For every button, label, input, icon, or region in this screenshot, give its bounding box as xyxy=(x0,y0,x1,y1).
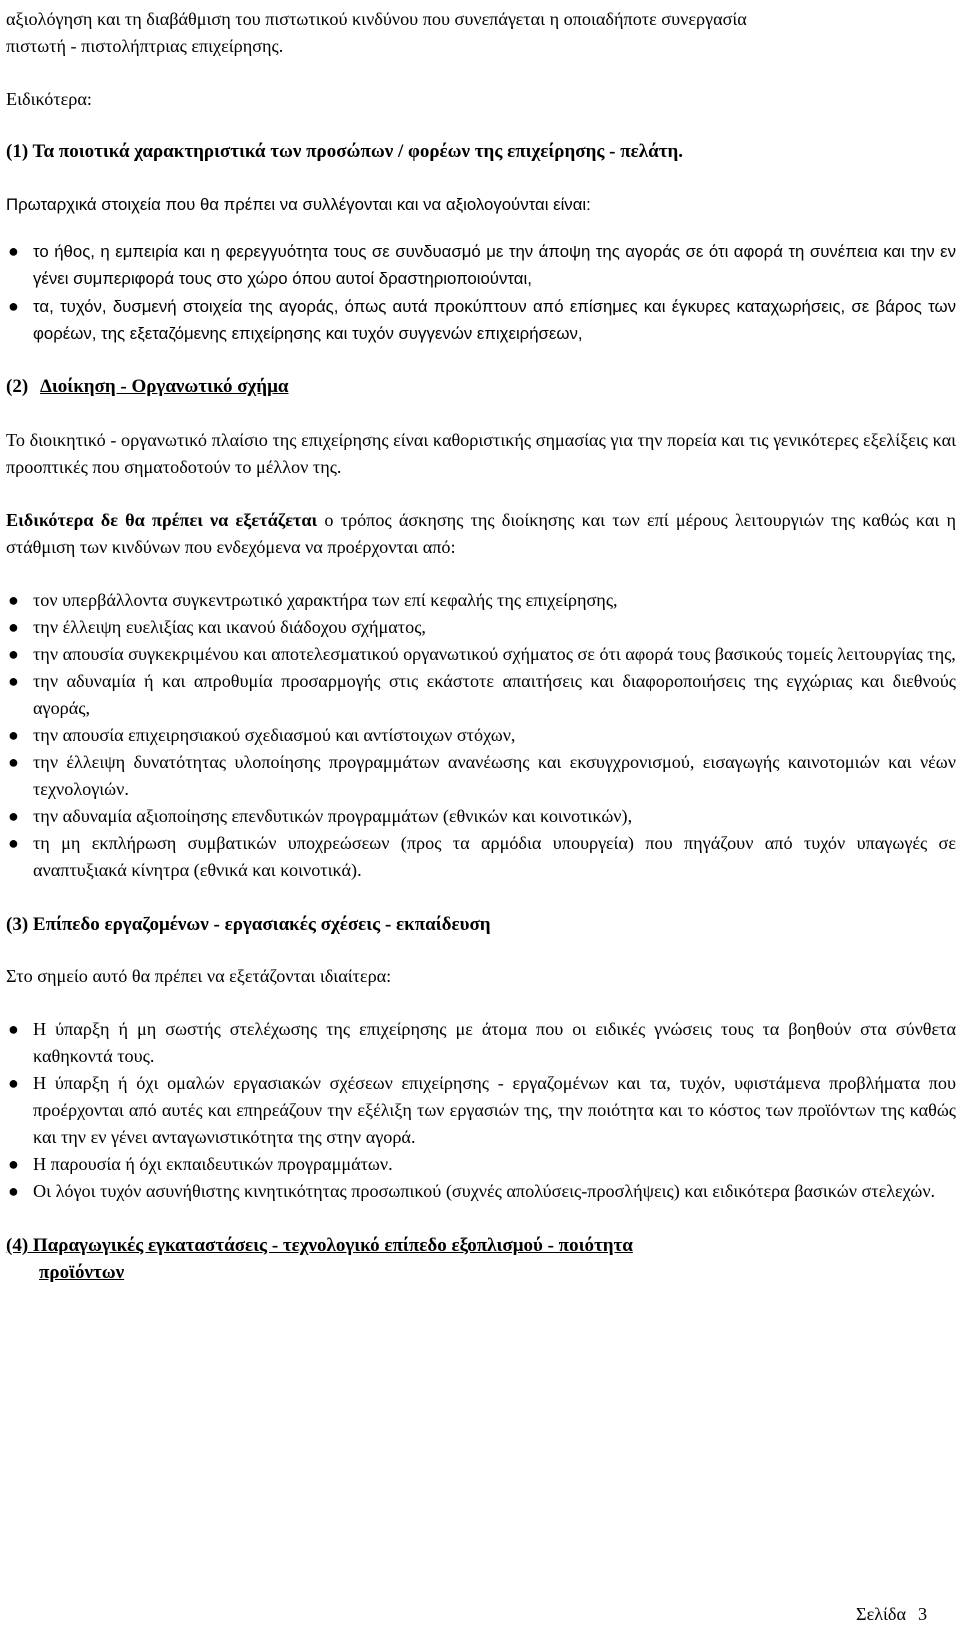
section-3-lead: Στο σημείο αυτό θα πρέπει να εξετάζονται ιδιαίτερα: xyxy=(6,966,392,986)
list-item: ● την αδυναμία αξιοποίησης επενδυτικών προγραμμάτων (εθνικών και κοινοτικών), xyxy=(6,803,956,830)
list-item: ● Η ύπαρξη ή μη σωστής στελέχωσης της επιχείρησης με άτομα που οι ειδικές γνώσεις τους τα βοηθούν στα σύνθετα καθηκοντά τους. xyxy=(6,1016,956,1070)
bullet-icon: ● xyxy=(8,1073,19,1093)
section-1-heading: (1) Τα ποιοτικά χαρακτηριστικά των προσώπων / φορέων της επιχείρησης - πελάτη. xyxy=(6,141,683,162)
bullet-icon: ● xyxy=(8,1154,19,1174)
bullet-icon: ● xyxy=(8,671,19,691)
section-2-heading xyxy=(6,373,956,400)
list-item: ● την αδυναμία ή και απροθυμία προσαρμογής στις εκάστοτε απαιτήσεις και διαφοροποιήσεις της εγχώριας και διεθνούς αγοράς, xyxy=(6,668,956,722)
bullet-icon: ● xyxy=(8,241,19,261)
page-number: 3 xyxy=(918,1604,928,1624)
bullet-icon: ● xyxy=(8,644,19,664)
bullet-icon: ● xyxy=(8,296,19,316)
section-2-paragraph-1: Το διοικητικό - οργανωτικό πλαίσιο της επιχείρησης είναι καθοριστικής σημασίας για την πορεία και τις γενικότερες εξελίξεις και προοπτικές που σηματοδοτούν το μέλλον της. xyxy=(6,430,956,477)
section-1-list xyxy=(6,238,956,347)
list-item: ● Οι λόγοι τυχόν ασυνήθιστης κινητικότητας προσωπικού (συχνές απολύσεις-προσλήψεις) και ειδικότερα βασικών στελεχών. xyxy=(6,1178,956,1205)
page-label: Σελίδα xyxy=(856,1604,907,1624)
section-2-list xyxy=(6,587,956,884)
bullet-icon: ● xyxy=(8,590,19,610)
list-item: ● την απουσία συγκεκριμένου και αποτελεσματικού οργανωτικού σχήματος σε ότι αφορά τους βασικούς τομείς λειτουργίας της, xyxy=(6,641,956,668)
section-1-lead: Πρωταρχικά στοιχεία που θα πρέπει να συλλέγονται και να αξιολογούνται είναι: xyxy=(6,195,591,214)
intro-line-2: πιστωτή - πιστολήπτριας επιχείρησης. xyxy=(6,36,284,56)
bullet-icon: ● xyxy=(8,725,19,745)
intro-line-1: αξιολόγηση και τη διαβάθμιση του πιστωτικού κινδύνου που συνεπάγεται η οποιαδήποτε συνεργασία xyxy=(6,9,747,29)
bullet-icon: ● xyxy=(8,1019,19,1039)
bullet-icon: ● xyxy=(8,752,19,772)
list-item: ● την απουσία επιχειρησιακού σχεδιασμού και αντίστοιχων στόχων, xyxy=(6,722,956,749)
page-footer xyxy=(856,1601,927,1628)
section-2-title: Διοίκηση - Οργανωτικό σχήμα xyxy=(40,376,289,397)
list-item: ● Η παρουσία ή όχι εκπαιδευτικών προγραμμάτων. xyxy=(6,1151,956,1178)
list-item: ● το ήθος, η εμπειρία και η φερεγγυότητα τους σε συνδυασμό με την άποψη της αγοράς σε ότι αφορά τη συνέπεια και την εν γένει συμπεριφορά τους στο χώρο όπου αυτοί δραστηριοποιούνται, xyxy=(6,238,956,292)
section-2-paragraph-2: Ειδικότερα δε θα πρέπει να εξετάζεται ο τρόπος άσκησης της διοίκησης και των επί μέρους λειτουργιών της καθώς και η στάθμιση των κινδύνων που ενδεχόμενα να προέρχονται από: xyxy=(6,510,956,557)
list-item: ● τα, τυχόν, δυσμενή στοιχεία της αγοράς, όπως αυτά προκύπτουν από επίσημες και έγκυρες καταχωρήσεις, σε βάρος των φορέων, της εξεταζόμενης επιχείρησης και τυχόν συγγενών επιχειρήσεων, xyxy=(6,293,956,347)
list-item: ● τον υπερβάλλοντα συγκεντρωτικό χαρακτήρα των επί κεφαλής της επιχείρησης, xyxy=(6,587,956,614)
bullet-icon: ● xyxy=(8,806,19,826)
section-2-number: (2) xyxy=(6,376,29,397)
bullet-icon: ● xyxy=(8,833,19,853)
section-3-heading: (3) Επίπεδο εργαζομένων - εργασιακές σχέσεις - εκπαίδευση xyxy=(6,914,491,935)
list-item: ● Η ύπαρξη ή όχι ομαλών εργασιακών σχέσεων επιχείρησης - εργαζομένων και τα, τυχόν, υφιστάμενα προβλήματα που προέρχονται από αυτές και επηρεάζουν την εξέλιξη των εργασιών της, την ποιότητα και το κόστος των προϊόντων της καθώς και την εν γένει ανταγωνιστικότητα της στην αγορά. xyxy=(6,1070,956,1151)
bullet-icon: ● xyxy=(8,1181,19,1201)
section-3-list xyxy=(6,1016,956,1205)
document-page xyxy=(6,6,956,1286)
section-2-emphasis: Ειδικότερα δε θα πρέπει να εξετάζεται xyxy=(6,510,318,530)
list-item: ● τη μη εκπλήρωση συμβατικών υποχρεώσεων (προς τα αρμόδια υπουργεία) που πηγάζουν από τυχόν υπαγωγές σε αναπτυξιακά κίνητρα (εθνικά και κοινοτικά). xyxy=(6,830,956,884)
specifically-label: Ειδικότερα: xyxy=(6,89,92,109)
list-item: ● την έλλειψη ευελιξίας και ικανού διάδοχου σχήματος, xyxy=(6,614,956,641)
list-item: ● την έλλειψη δυνατότητας υλοποίησης προγραμμάτων ανανέωσης και εκσυγχρονισμού, εισαγωγής καινοτομιών και νέων τεχνολογιών. xyxy=(6,749,956,803)
section-4-heading: (4) Παραγωγικές εγκαταστάσεις - τεχνολογικό επίπεδο εξοπλισμού - ποιότητα προϊόντων xyxy=(6,1235,633,1283)
bullet-icon: ● xyxy=(8,617,19,637)
